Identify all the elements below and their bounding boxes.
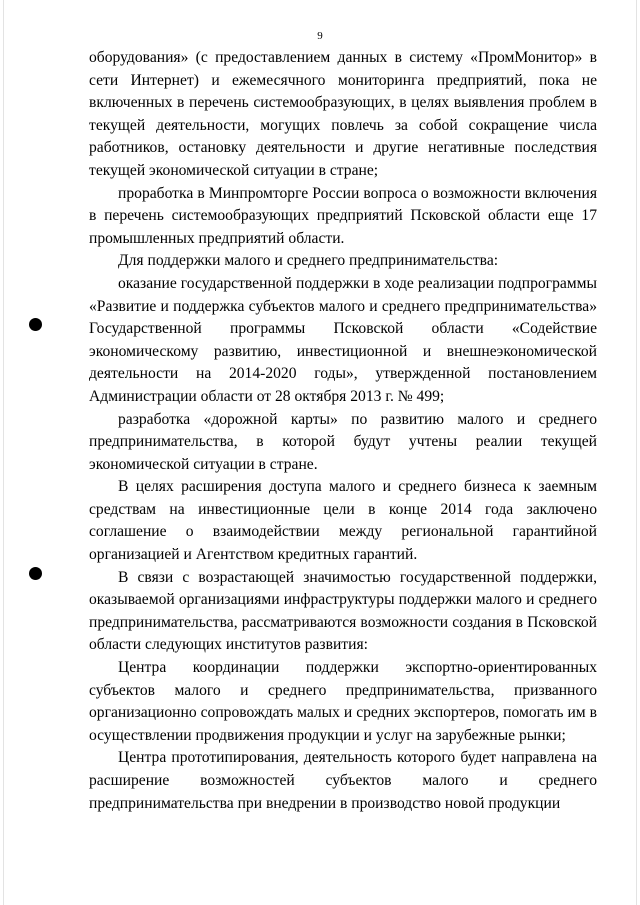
punch-hole-mark	[29, 318, 42, 331]
paragraph: проработка в Минпромторге России вопроса о возможности включения в перечень системообразующих предприятий Псковской области еще 17 промышленных предприятий области.	[89, 184, 597, 247]
paragraph: В связи с возрастающей значимостью государственной поддержки, оказываемой организациями инфраструктуры поддержки малого и среднего предпринимательства, рассматриваются возможности создания в Псковской области следующих институтов развития:	[89, 568, 597, 654]
document-body	[89, 47, 597, 815]
paragraph: Центра координации поддержки экспортно-ориентированных субъектов малого и среднего предпринимательства, призванного организационно сопровождать малых и средних экспортеров, помогать им в осуществлении продвижения продукции и услуг на зарубежные рынки;	[89, 659, 597, 744]
paragraph: оказание государственной поддержки в ходе реализации подпрограммы «Развитие и поддержка субъектов малого и среднего предпринимательства» Государственной программы Псковской области «Содействие экономическому развитию, инвестиционной и внешнеэкономической деятельности на 2014-2020 годы», утвержденной постановлением Администрации области от 28 октября 2013 г. № 499;	[89, 274, 597, 405]
punch-hole-mark	[29, 567, 42, 580]
paragraph: Для поддержки малого и среднего предпринимательства:	[118, 252, 499, 270]
paragraph: В целях расширения доступа малого и среднего бизнеса к заемным средствам на инвестиционные цели в конце 2014 года заключено соглашение о взаимодействии между региональной гарантийной организацией и Агентством кредитных гарантий.	[89, 478, 597, 564]
scan-edge-left	[3, 0, 4, 905]
scan-edge-right	[636, 0, 637, 905]
paragraph: оборудования» (с предоставлением данных в систему «ПромМонитор» в сети Интернет) и ежемесячного мониторинга предприятий, пока не включенных в перечень системообразующих, в целях выявления проблем в текущей деятельности, могущих повлечь за собой сокращение числа работников, остановку деятельности и другие негативные последствия текущей экономической ситуации в стране;	[89, 49, 597, 179]
paragraph: Центра прототипирования, деятельность которого будет направлена на расширение возможностей субъектов малого и среднего предпринимательства при внедрении в производство новой продукции	[89, 749, 597, 812]
paragraph: разработка «дорожной карты» по развитию малого и среднего предпринимательства, в которой будут учтены реалии текущей экономической ситуации в стране.	[89, 410, 597, 473]
page-number: 9	[317, 30, 323, 42]
